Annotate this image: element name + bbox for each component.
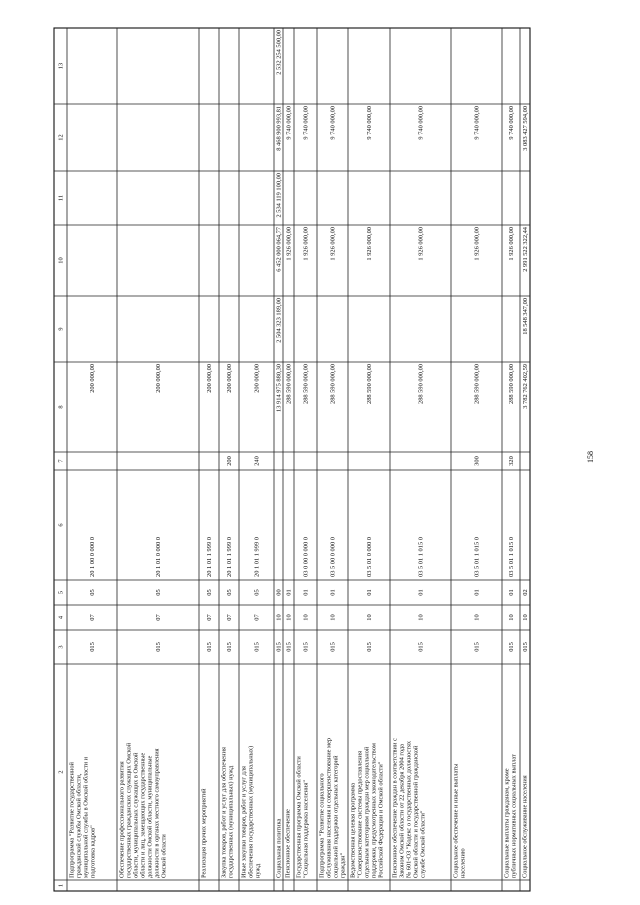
row-amount: 1 926 000,00 (302, 227, 310, 261)
row-name-line: Российской Федерации и Омской области" (377, 761, 385, 878)
row-target-code: 20 1 01 1 999 0 (253, 537, 261, 577)
row-code: 10 (417, 614, 425, 621)
column-header: 2 (57, 770, 65, 774)
row-amount: 1 926 000,00 (329, 227, 337, 261)
row-name-line: Иные закупки товаров, работ и услуг для (240, 766, 248, 878)
row-code: 015 (329, 642, 337, 652)
row-code: 10 (329, 614, 337, 621)
row-name-line: поддержки, предусмотренных законодательством (370, 743, 378, 878)
row-name-line: подготовка кадров" (89, 825, 97, 878)
column-header: 10 (57, 257, 65, 264)
row-code: 200 (226, 456, 234, 466)
row-code: 240 (253, 456, 261, 466)
row-target-code: 03 5 01 1 015 0 (473, 537, 481, 577)
row-amount: 200 000,00 (226, 364, 234, 393)
column-header: 4 (57, 615, 65, 620)
row-name-line: отдельным категориям граждан мер социальной (363, 746, 371, 878)
row-code: 10 (508, 614, 516, 621)
row-target-code: 20 1 01 1 999 0 (206, 537, 214, 577)
column-header: 9 (57, 327, 65, 331)
row-name-line: Государственная программа Омской области (295, 756, 303, 878)
row-name-line: Омской области (160, 834, 168, 878)
row-target-code: 20 1 00 0 000 0 (89, 537, 97, 577)
row-name-line: гражданской службы Омской области, (75, 773, 83, 878)
row-code: 015 (206, 642, 214, 652)
row-name-line: Пенсионное обеспечение (284, 809, 292, 878)
row-code: 10 (366, 614, 374, 621)
row-code: 015 (473, 642, 481, 652)
row-name-line: Законом Омской области от 22 декабря 2004 года (398, 744, 406, 878)
row-name-line: Обеспечение профессионального развития (118, 761, 126, 878)
column-header: 12 (57, 134, 65, 141)
row-name-line: граждан" (339, 852, 347, 878)
row-code: 015 (366, 642, 374, 652)
row-amount: 2 991 522 322,44 (522, 227, 530, 272)
row-target-code: 03 5 01 1 015 0 (417, 537, 425, 577)
row-name-line: Ведомственная целевая программа (349, 783, 357, 878)
row-amount: 288 590 000,00 (329, 364, 337, 404)
row-amount: 1 926 000,00 (508, 227, 516, 261)
row-code: 015 (508, 642, 516, 652)
row-amount: 2 534 119 100,00 (275, 173, 283, 218)
row-code: 10 (285, 614, 293, 621)
row-amount: 9 740 000,00 (302, 106, 310, 140)
row-amount: 9 740 000,00 (366, 106, 374, 140)
row-target-code: 20 1 01 1 999 0 (226, 537, 234, 577)
row-code: 07 (253, 614, 261, 621)
row-name-line: Подпрограмма "Развитие государственной (68, 762, 76, 878)
row-amount: 1 926 000,00 (417, 227, 425, 261)
row-name-line: Социальное обеспечение и иные выплаты (452, 763, 460, 878)
row-target-code: 03 0 00 0 000 0 (302, 537, 310, 577)
row-code: 015 (522, 642, 530, 652)
row-code: 015 (253, 642, 261, 652)
row-code: 05 (253, 589, 261, 596)
row-amount: 18 548 347,00 (522, 298, 530, 335)
row-amount: 288 590 000,00 (302, 364, 310, 404)
row-amount: 1 926 000,00 (366, 227, 374, 261)
page-number: 158 (586, 451, 595, 463)
budget-table (54, 28, 530, 891)
row-name-line: обслуживания населения и совершенствование мер (325, 737, 333, 878)
row-code: 07 (155, 614, 163, 621)
row-code: 10 (275, 614, 283, 621)
row-name-line: Социальная политика (275, 818, 283, 878)
row-name-line: государственных гражданских служащих Омской (125, 742, 133, 878)
row-code: 01 (285, 589, 293, 596)
column-header: 11 (57, 194, 65, 202)
row-code: 01 (473, 589, 481, 596)
row-name-line: Реализация прочих мероприятий (200, 788, 208, 878)
row-code: 05 (206, 589, 214, 596)
row-name-line: должности Омской области, муниципальные (146, 755, 154, 878)
row-amount: 2 532 254 500,00 (275, 30, 283, 75)
row-amount: 3 083 427 594,00 (522, 106, 530, 151)
row-name-line: муниципальной службы в Омской области и (82, 756, 90, 878)
row-code: 10 (522, 614, 530, 621)
row-code: 10 (473, 614, 481, 621)
row-code: 05 (89, 589, 97, 596)
column-header: 1 (57, 883, 65, 888)
row-code: 01 (302, 589, 310, 596)
row-code: 10 (302, 614, 310, 621)
row-code: 05 (226, 589, 234, 596)
row-code: 00 (275, 589, 283, 596)
row-name-line: нужд (254, 863, 262, 878)
column-header: 8 (57, 405, 65, 409)
row-amount: 1 926 000,00 (473, 227, 481, 261)
row-amount: 1 926 000,00 (285, 227, 293, 261)
row-name-line: Пенсионное обеспечение граждан в соответствии с (391, 738, 399, 878)
row-amount: 200 000,00 (155, 364, 163, 393)
row-code: 015 (275, 642, 283, 652)
column-header: 7 (57, 459, 65, 463)
row-amount: 200 000,00 (89, 364, 97, 393)
row-name-line: населению (459, 848, 467, 878)
row-code: 320 (508, 456, 516, 466)
row-code: 07 (226, 614, 234, 621)
row-target-code: 03 5 00 0 000 0 (329, 537, 337, 577)
column-header: 3 (57, 645, 65, 649)
row-name-line: обеспечения государственных (муниципальных) (247, 745, 255, 878)
row-name-line: области, муниципальных служащих в Омской (132, 752, 140, 878)
row-name-line: "Социальная поддержка населения" (302, 780, 310, 878)
row-code: 02 (522, 589, 530, 596)
row-amount: 288 590 000,00 (366, 364, 374, 404)
row-code: 015 (226, 642, 234, 652)
row-amount: 9 740 000,00 (285, 106, 293, 140)
row-amount: 9 740 000,00 (329, 106, 337, 140)
row-amount: 9 740 000,00 (417, 106, 425, 140)
row-name-line: № 601-ОЗ "Кодекс о государственных должностях (405, 740, 413, 878)
row-amount: 288 590 000,00 (473, 364, 481, 404)
row-code: 01 (366, 589, 374, 596)
row-name-line: Социальные выплаты гражданам, кроме (503, 768, 511, 878)
row-code: 07 (89, 614, 97, 621)
row-name-line: Подпрограмма "Развитие социального (318, 773, 326, 878)
row-amount: 3 782 762 402,59 (522, 364, 530, 409)
row-target-code: 20 1 01 0 000 0 (155, 537, 163, 577)
row-amount: 9 740 000,00 (473, 106, 481, 140)
row-name-line: должности в органах местного самоуправления (153, 748, 161, 878)
column-header: 13 (57, 62, 65, 70)
row-code: 015 (417, 642, 425, 652)
row-code: 300 (473, 456, 481, 466)
row-code: 01 (417, 589, 425, 596)
row-code: 015 (155, 642, 163, 652)
row-name-line: социальной поддержки отдельных категорий (332, 755, 340, 878)
row-amount: 288 590 000,00 (285, 364, 293, 404)
row-amount: 200 000,00 (253, 364, 261, 393)
row-name-line: Социальное обслуживание населения (521, 775, 529, 878)
row-code: 015 (302, 642, 310, 652)
row-name-line: Закупка товаров, работ и услуг для обеспечения (220, 747, 228, 878)
row-name-line: "Совершенствование системы предоставления (356, 750, 364, 878)
row-target-code: 03 5 01 0 000 0 (366, 537, 374, 577)
row-name-line: области и лиц, замещающих государственные (139, 752, 147, 878)
row-amount: 6 452 000 064,77 (275, 227, 283, 272)
row-code: 01 (508, 589, 516, 596)
row-code: 015 (285, 642, 293, 652)
row-amount: 200 000,00 (206, 364, 214, 393)
row-name-line: публичных нормативных социальных выплат (510, 754, 518, 878)
row-amount: 288 590 000,00 (417, 364, 425, 404)
row-amount: 13 914 975 880,30 (275, 364, 283, 412)
column-header: 6 (57, 523, 65, 527)
row-name-line: государственных (муниципальных) нужд (227, 765, 235, 878)
row-code: 07 (206, 614, 214, 621)
row-amount: 2 504 323 189,00 (275, 298, 283, 343)
row-code: 015 (89, 642, 97, 652)
row-name-line: Омской области и государственной гражданской (412, 745, 420, 878)
row-amount: 288 590 000,00 (508, 364, 516, 404)
row-amount: 9 740 000,00 (508, 106, 516, 140)
row-target-code: 03 5 01 1 015 0 (508, 537, 516, 577)
row-name-line: службе Омской области" (419, 810, 427, 878)
row-amount: 8 468 900 993,81 (275, 106, 283, 151)
row-code: 05 (155, 589, 163, 596)
row-code: 01 (329, 589, 337, 596)
column-header: 5 (57, 590, 65, 595)
